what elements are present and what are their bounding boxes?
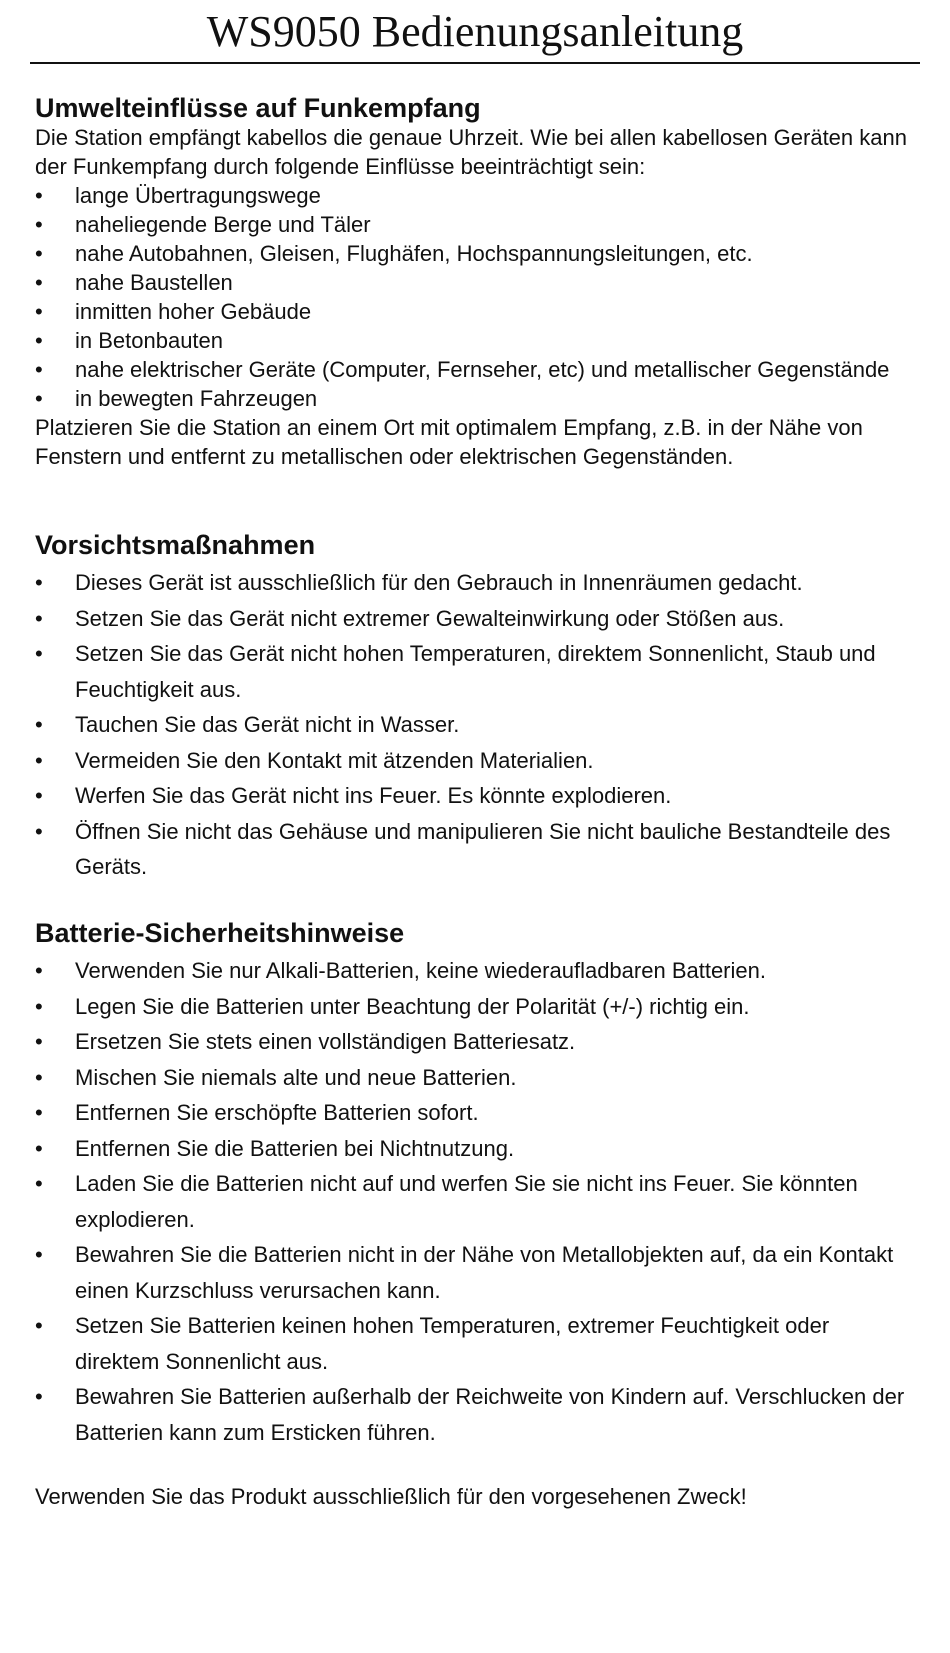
list-item [35, 953, 915, 989]
list-item [35, 565, 915, 601]
bullet-icon: • [35, 1029, 43, 1054]
section-battery-safety [35, 918, 915, 1450]
list-item-text: Dieses Gerät ist ausschließlich für den Gebrauch in Innenräumen gedacht. [75, 570, 803, 595]
list-item-text: Werfen Sie das Gerät nicht ins Feuer. Es könnte explodieren. [75, 783, 672, 808]
list-item-text: Setzen Sie Batterien keinen hohen Temperaturen, extremer Feuchtigkeit oder direktem Sonnenlicht aus. [75, 1313, 830, 1374]
list-item-text: in bewegten Fahrzeugen [75, 386, 318, 411]
list-item-text: Entfernen Sie erschöpfte Batterien sofort. [75, 1100, 479, 1125]
list-item-text: Laden Sie die Batterien nicht auf und werfen Sie sie nicht ins Feuer. Sie könnten explodieren. [75, 1171, 858, 1232]
bullet-icon: • [35, 605, 43, 631]
bullet-icon: • [35, 299, 43, 324]
interference-list [35, 181, 915, 413]
bullet-icon: • [35, 183, 43, 208]
list-item [35, 1131, 915, 1167]
list-item-text: nahe elektrischer Geräte (Computer, Fernseher, etc) und metallischer Gegenstände [75, 357, 890, 382]
list-item-text: nahe Autobahnen, Gleisen, Flughäfen, Hochspannungsleitungen, etc. [75, 241, 753, 266]
list-item-text: Ersetzen Sie stets einen vollständigen Batteriesatz. [75, 1029, 576, 1054]
list-item-text: Legen Sie die Batterien unter Beachtung der Polarität (+/-) richtig ein. [75, 993, 750, 1019]
list-item-text: Mischen Sie niemals alte und neue Batterien. [75, 1064, 517, 1090]
list-item [35, 814, 915, 885]
bullet-icon: • [35, 1384, 43, 1409]
bullet-icon: • [35, 818, 43, 844]
final-note: Verwenden Sie das Produkt ausschließlich für den vorgesehenen Zweck! [35, 1484, 747, 1509]
section-heading-battery-safety: Batterie-Sicherheitshinweise [35, 918, 405, 948]
bullet-icon: • [35, 1313, 43, 1338]
list-item-text: Verwenden Sie nur Alkali-Batterien, keine wiederaufladbaren Batterien. [75, 958, 766, 983]
list-item-text: inmitten hoher Gebäude [75, 299, 312, 324]
list-item-text: Setzen Sie das Gerät nicht hohen Temperaturen, direktem Sonnenlicht, Staub und Feuchtigkeit aus. [75, 641, 876, 702]
section-outro-radio-reception: Platzieren Sie die Station an einem Ort mit optimalem Empfang, z.B. in der Nähe von Fenstern und entfernt zu metallischen oder elektrischen Gegenständen. [35, 415, 863, 469]
bullet-icon: • [35, 1242, 43, 1267]
list-item-text: nahe Baustellen [75, 270, 233, 295]
list-item [35, 181, 915, 210]
bullet-icon: • [35, 241, 43, 266]
list-item-text: Setzen Sie das Gerät nicht extremer Gewalteinwirkung oder Stößen aus. [75, 605, 785, 631]
bullet-icon: • [35, 270, 43, 295]
list-item [35, 297, 915, 326]
bullet-icon: • [35, 357, 43, 382]
list-item [35, 707, 915, 743]
bullet-icon: • [35, 386, 43, 411]
title-divider [30, 62, 920, 64]
bullet-icon: • [35, 747, 43, 773]
list-item-text: Bewahren Sie die Batterien nicht in der Nähe von Metallobjekten auf, da ein Kontakt einen Kurzschluss verursachen kann. [75, 1242, 894, 1303]
list-item [35, 1166, 915, 1237]
list-item [35, 210, 915, 239]
list-item-text: Bewahren Sie Batterien außerhalb der Reichweite von Kindern auf. Verschlucken der Batterien kann zum Ersticken führen. [75, 1384, 905, 1445]
precautions-list [35, 565, 915, 885]
bullet-icon: • [35, 1171, 43, 1196]
list-item [35, 1095, 915, 1131]
bullet-icon: • [35, 712, 43, 737]
section-precautions [35, 530, 915, 885]
bullet-icon: • [35, 958, 43, 983]
list-item [35, 1379, 915, 1450]
list-item-text: lange Übertragungswege [75, 183, 321, 208]
list-item [35, 1308, 915, 1379]
bullet-icon: • [35, 328, 43, 353]
list-item-text: Öffnen Sie nicht das Gehäuse und manipulieren Sie nicht bauliche Bestandteile des Geräts. [75, 818, 891, 879]
section-heading-radio-reception: Umwelteinflüsse auf Funkempfang [35, 93, 481, 123]
section-heading-precautions: Vorsichtsmaßnahmen [35, 530, 316, 560]
list-item [35, 1237, 915, 1308]
list-item [35, 989, 915, 1025]
list-item [35, 1060, 915, 1096]
bullet-icon: • [35, 1064, 43, 1090]
list-item [35, 268, 915, 297]
list-item-text: in Betonbauten [75, 328, 224, 353]
list-item [35, 636, 915, 707]
list-item [35, 384, 915, 413]
bullet-icon: • [35, 1100, 43, 1125]
battery-safety-list [35, 953, 915, 1450]
list-item [35, 601, 915, 637]
list-item [35, 355, 915, 384]
list-item-text: Entfernen Sie die Batterien bei Nichtnutzung. [75, 1135, 515, 1161]
bullet-icon: • [35, 1135, 43, 1161]
list-item-text: naheliegende Berge und Täler [75, 212, 371, 237]
list-item [35, 326, 915, 355]
list-item [35, 778, 915, 814]
section-radio-reception [35, 93, 915, 471]
list-item [35, 743, 915, 779]
list-item-text: Tauchen Sie das Gerät nicht in Wasser. [75, 712, 460, 737]
list-item [35, 1024, 915, 1060]
bullet-icon: • [35, 993, 43, 1019]
bullet-icon: • [35, 212, 43, 237]
bullet-icon: • [35, 641, 43, 666]
section-intro-radio-reception: Die Station empfängt kabellos die genaue Uhrzeit. Wie bei allen kabellosen Geräten kann der Funkempfang durch folgende Einflüsse beeinträchtigt sein: [35, 125, 907, 179]
document-title: WS9050 Bedienungsanleitung [206, 7, 744, 56]
bullet-icon: • [35, 570, 43, 595]
list-item [35, 239, 915, 268]
bullet-icon: • [35, 783, 43, 808]
list-item-text: Vermeiden Sie den Kontakt mit ätzenden Materialien. [75, 747, 594, 773]
